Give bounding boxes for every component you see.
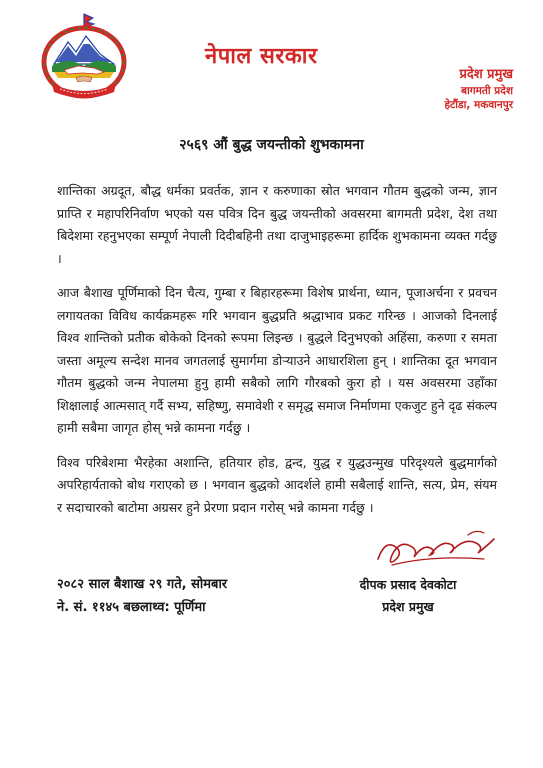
document-heading: २५६९ औं बुद्ध जयन्तीको शुभकामना (179, 137, 364, 153)
signature-icon (372, 525, 500, 577)
paragraph-3: विश्व परिबेशमा भैरहेका अशान्ति, हतियार होड, द्वन्द, युद्ध र युद्धउन्मुख परिदृश्यले बुद्धमार्गको अपरिहार्यताको बोध गराएको छ । भगवान बुद्धको आदर्शले हामी सबैलाई शान्ति, सत्य, प्रेम, संयम र सदाचारको बाटोमा अग्रसर हुने प्रेरणा प्रदान गरोस् भन्ने कामना गर्दछु । (57, 454, 497, 515)
document-date: २०८२ साल बैशाख २९ गते, सोमबार (57, 577, 228, 592)
paragraph-2: आज बैशाख पूर्णिमाको दिन चैत्य, गुम्बा र बिहारहरूमा विशेष प्रार्थना, ध्यान, पूजाअर्चना र प्रवचन लगायतका विविध कार्यक्रमहरू गरि भगवान बुद्धप्रति श्रद्धाभाव प्रकट गरिन्छ । आजको दिनलाई विश्व शान्तिको प्रतीक बोकेको दिनको रूपमा लिइन्छ । बुद्धले दिनुभएको अहिंसा, करुणा र समता जस्ता अमूल्य सन्देश मानव जगतलाई सुमार्गमा डोर्‍याउने आधारशिला हुन् । शान्तिका दूत भगवान गौतम बुद्धको जन्म नेपालमा हुनु हामी सबैको लागि गौरबको कुरा हो । यस अवसरमा उहाँका शिक्षालाई आत्मसात् गर्दै सभ्य, सहिष्णु, समावेशी र समृद्ध समाज निर्माणमा एकजुट हुने दृढ संकल्प हामी सबैमा जागृत होस् भन्ने कामना गर्दछु । (57, 285, 497, 435)
signatory-title: प्रदेश प्रमुख (382, 599, 434, 614)
government-title: नेपाल सरकार (205, 44, 318, 69)
office-province: बागमती प्रदेश (461, 84, 513, 97)
nepal-era-date: ने. सं. ११४५ बछलाथ्व: पूर्णिमा (57, 600, 206, 615)
paragraph-1: शान्तिका अग्रदूत, बौद्ध धर्मका प्रवर्तक, ज्ञान र करुणाका स्रोत भगवान गौतम बुद्धको जन्म, ज्ञान प्राप्ति र महापरिनिर्वाण भएको यस पवित्र दिन बुद्ध जयन्तीको अवसरमा बागमती प्रदेश, देश तथा बिदेशमा रहनुभएका सम्पूर्ण नेपाली दिदीबहिनी तथा दाजुभाइहरूमा हार्दिक शुभकामना व्यक्त गर्दछु । (57, 183, 497, 266)
signatory-name: दीपक प्रसाद देवकोटा (359, 577, 457, 592)
document-body (57, 180, 497, 531)
office-location: हेटौंडा, मकवानपुर (444, 98, 513, 111)
office-title: प्रदेश प्रमुख (459, 67, 513, 82)
signatory-block (333, 574, 483, 618)
nepal-emblem-icon (38, 12, 130, 100)
office-block (444, 66, 513, 112)
